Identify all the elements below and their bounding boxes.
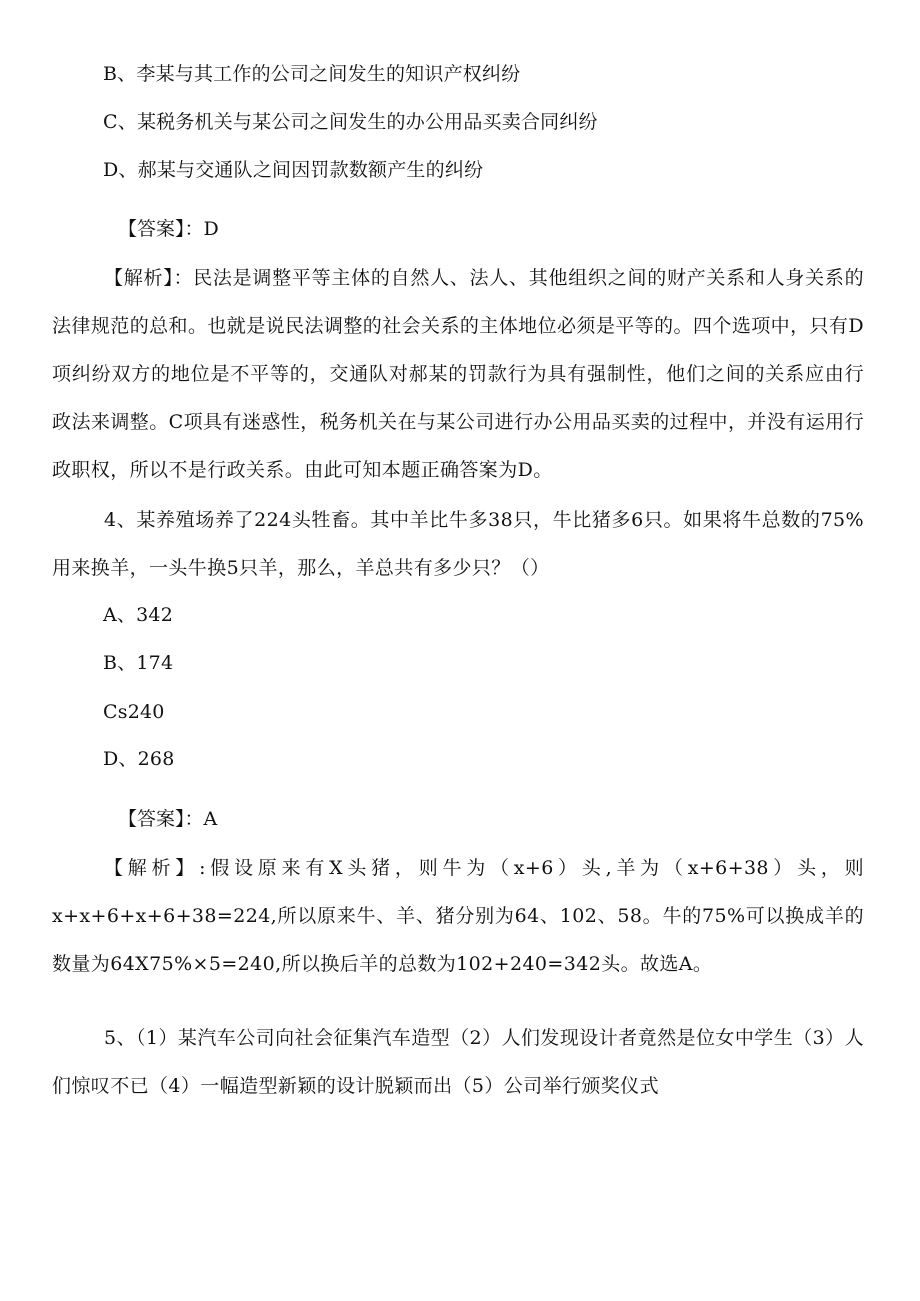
- q4-option-d: D、268: [103, 748, 175, 770]
- q3-answer: 【答案】：D: [118, 218, 219, 240]
- q3-option-b: B、李某与其工作的公司之间发生的知识产权纠纷: [103, 63, 521, 85]
- q4-analysis: 【解析】:假设原来有X头猪，则牛为（x+6）头,羊为（x+6+38）头，则x+x+6+x+6+38=224,所以原来牛、羊、猪分别为64、102、58。牛的75%可以换成羊的数量为64X75%×5=240,所以换后羊的总数为102+240=342头。故选A。: [52, 857, 865, 975]
- q4-option-b: B、174: [103, 652, 174, 674]
- q3-option-c: C、某税务机关与某公司之间发生的办公用品买卖合同纠纷: [103, 111, 598, 133]
- q5-question: 5、（1）某汽车公司向社会征集汽车造型（2）人们发现设计者竟然是位女中学生（3）人们惊叹不已（4）一幅造型新颖的设计脱颖而出（5）公司举行颁奖仪式: [52, 1027, 864, 1097]
- q3-analysis: 【解析】：民法是调整平等主体的自然人、法人、其他组织之间的财产关系和人身关系的法律规范的总和。也就是说民法调整的社会关系的主体地位必须是平等的。四个选项中，只有D项纠纷双方的地位是不平等的，交通队对郝某的罚款行为具有强制性，他们之间的关系应由行政法来调整。C项具有迷惑性，税务机关在与某公司进行办公用品买卖的过程中，并没有运用行政职权，所以不是行政关系。由此可知本题正确答案为D。: [52, 267, 864, 481]
- q4-question: 4、某养殖场养了224头牲畜。其中羊比牛多38只，牛比猪多6只。如果将牛总数的75%用来换羊，一头牛换5只羊，那么，羊总共有多少只？（）: [52, 509, 864, 579]
- q4-answer: 【答案】：A: [118, 808, 218, 830]
- q4-option-a: A、342: [103, 604, 173, 626]
- q3-option-d: D、郝某与交通队之间因罚款数额产生的纠纷: [103, 159, 484, 181]
- q4-option-c: Cs240: [103, 701, 165, 723]
